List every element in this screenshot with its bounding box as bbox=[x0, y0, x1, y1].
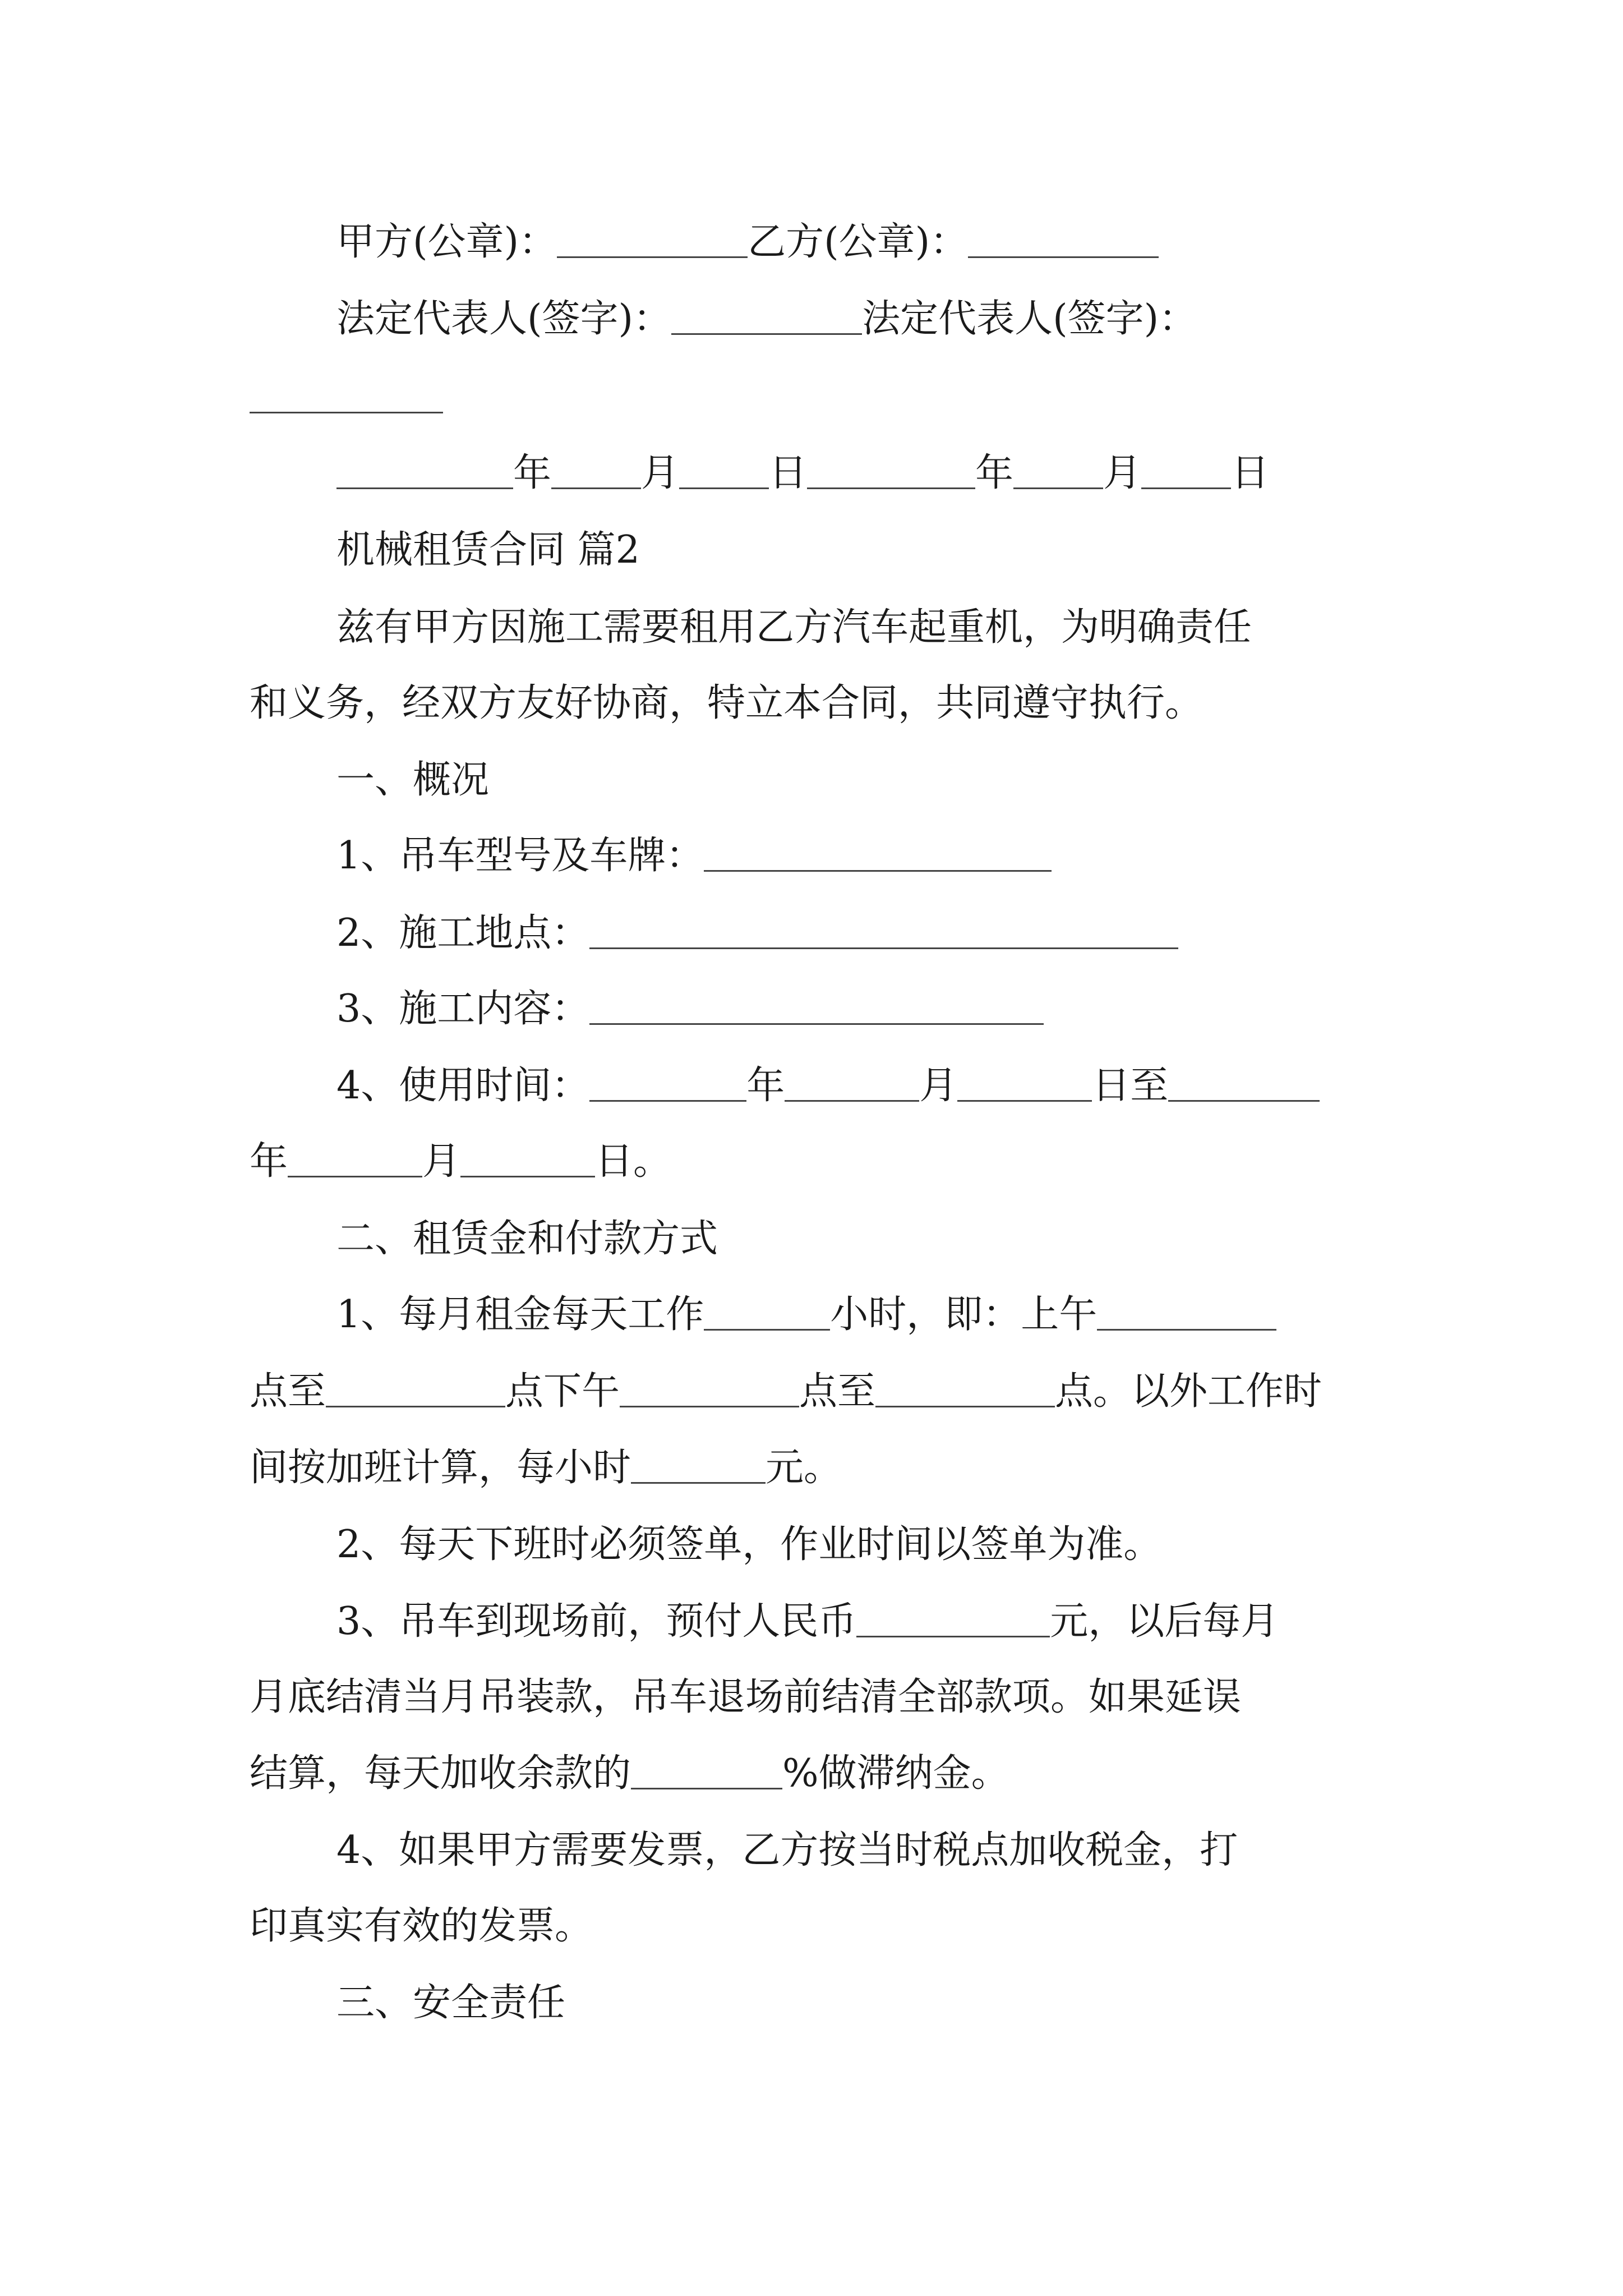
usage-end-day-blank[interactable] bbox=[460, 1143, 595, 1177]
prepay-label: 3、吊车到现场前，预付人民币 bbox=[336, 1599, 857, 1644]
intro-line-2: 和义务，经双方友好协商，特立本合同，共同遵守执行。 bbox=[250, 681, 1204, 725]
part2-heading: 二、租赁金和付款方式 bbox=[336, 1217, 718, 1261]
overtime-rate-blank[interactable] bbox=[631, 1450, 766, 1484]
part2-item1-line3 bbox=[0, 1446, 1623, 1490]
part3-heading: 三、安全责任 bbox=[336, 1981, 566, 2025]
overtime-label: 间按加班计算，每小时 bbox=[250, 1446, 631, 1490]
work-hours-blank[interactable] bbox=[704, 1296, 830, 1331]
overtime-intro: 点。以外工作时 bbox=[1055, 1369, 1322, 1414]
part1-item2 bbox=[0, 911, 1623, 955]
section-title: 机械租赁合同 篇2 bbox=[336, 528, 640, 572]
part2-item3-line2: 月底结清当月吊装款，吊车退场前结清全部款项。如果延误 bbox=[250, 1675, 1242, 1719]
date-a-day-blank[interactable] bbox=[679, 455, 769, 489]
monthly-label: 元，以后每月 bbox=[1050, 1599, 1279, 1644]
part1-item1 bbox=[0, 834, 1623, 878]
date-b-day-blank[interactable] bbox=[1141, 455, 1231, 489]
usage-day-to-label: 日至 bbox=[1092, 1064, 1169, 1108]
work-content-blank[interactable] bbox=[589, 991, 1044, 1025]
part2-item3-line3 bbox=[0, 1751, 1623, 1796]
usage-start-year-blank[interactable] bbox=[589, 1068, 746, 1102]
intro-line-1: 兹有甲方因施工需要租用乙方汽车起重机，为明确责任 bbox=[336, 605, 1252, 650]
date-b-day-label: 日 bbox=[1231, 451, 1270, 495]
legal-rep-b-blank[interactable] bbox=[250, 379, 443, 413]
usage-end-day-label: 日。 bbox=[595, 1139, 672, 1184]
morning-start-blank[interactable] bbox=[1097, 1296, 1276, 1331]
work-content-label: 3、施工内容： bbox=[336, 987, 590, 1031]
signature-row-legal-reps bbox=[0, 297, 1623, 341]
date-a-month-label: 月 bbox=[641, 451, 680, 495]
signature-row-legal-rep-b-blank bbox=[0, 379, 1623, 417]
usage-end-year-blank[interactable] bbox=[1168, 1068, 1320, 1102]
usage-start-year-label: 年 bbox=[746, 1064, 785, 1108]
part2-item3-line1 bbox=[0, 1599, 1623, 1644]
usage-start-month-blank[interactable] bbox=[785, 1068, 919, 1102]
part1-item3 bbox=[0, 987, 1623, 1031]
morning-end-blank[interactable] bbox=[326, 1373, 505, 1407]
morning-label: 小时，即：上午 bbox=[830, 1292, 1098, 1337]
usage-end-year-label: 年 bbox=[250, 1139, 288, 1184]
usage-time-label: 4、使用时间： bbox=[336, 1064, 590, 1108]
legal-rep-b-label: 法定代表人(签字)： bbox=[862, 297, 1197, 341]
date-a-year-blank[interactable] bbox=[336, 455, 513, 489]
usage-end-month-label: 月 bbox=[422, 1139, 461, 1184]
late-fee-suffix: %做滞纳金。 bbox=[782, 1751, 1009, 1796]
date-a-month-blank[interactable] bbox=[551, 455, 641, 489]
late-fee-label: 结算，每天加收余款的 bbox=[250, 1751, 631, 1796]
part1-item4-cont bbox=[0, 1139, 1623, 1184]
party-a-seal-label: 甲方(公章)： bbox=[336, 220, 557, 264]
party-a-seal-blank[interactable] bbox=[557, 224, 748, 258]
site-location-label: 2、施工地点： bbox=[336, 911, 590, 955]
date-b-year-label: 年 bbox=[975, 451, 1014, 495]
part2-item1-line2 bbox=[0, 1369, 1623, 1414]
part2-item2: 2、每天下班时必须签单，作业时间以签单为准。 bbox=[336, 1522, 1162, 1567]
legal-rep-a-blank[interactable] bbox=[671, 301, 862, 335]
date-a-year-label: 年 bbox=[513, 451, 552, 495]
yuan-label: 元。 bbox=[766, 1446, 842, 1490]
legal-rep-a-label: 法定代表人(签字)： bbox=[336, 297, 672, 341]
afternoon-end-blank[interactable] bbox=[875, 1373, 1055, 1407]
point-to-label: 点至 bbox=[250, 1369, 326, 1414]
crane-model-label: 1、吊车型号及车牌： bbox=[336, 834, 704, 878]
date-a-day-label: 日 bbox=[769, 451, 808, 495]
date-b-month-label: 月 bbox=[1103, 451, 1142, 495]
signature-row-seals bbox=[0, 220, 1623, 264]
afternoon-label: 点下午 bbox=[505, 1369, 620, 1414]
party-b-seal-blank[interactable] bbox=[968, 224, 1159, 258]
crane-model-blank[interactable] bbox=[704, 838, 1052, 872]
date-b-year-blank[interactable] bbox=[807, 455, 975, 489]
usage-start-month-label: 月 bbox=[919, 1064, 958, 1108]
usage-start-day-blank[interactable] bbox=[957, 1068, 1092, 1102]
site-location-blank[interactable] bbox=[589, 915, 1178, 949]
date-b-month-blank[interactable] bbox=[1013, 455, 1103, 489]
point-to-label-2: 点至 bbox=[799, 1369, 876, 1414]
rent-hours-label: 1、每月租金每天工作 bbox=[336, 1292, 704, 1337]
part1-item4 bbox=[0, 1064, 1623, 1108]
date-row bbox=[0, 451, 1623, 495]
part2-item1-line1 bbox=[0, 1292, 1623, 1337]
party-b-seal-label: 乙方(公章)： bbox=[748, 220, 969, 264]
part1-heading: 一、概况 bbox=[336, 758, 490, 802]
part2-item4-line2: 印真实有效的发票。 bbox=[250, 1904, 593, 1948]
usage-end-month-blank[interactable] bbox=[288, 1143, 422, 1177]
prepay-amount-blank[interactable] bbox=[856, 1603, 1050, 1637]
part2-item4-line1: 4、如果甲方需要发票，乙方按当时税点加收税金，打 bbox=[336, 1828, 1238, 1872]
late-fee-percent-blank[interactable] bbox=[631, 1755, 782, 1789]
afternoon-start-blank[interactable] bbox=[620, 1373, 799, 1407]
